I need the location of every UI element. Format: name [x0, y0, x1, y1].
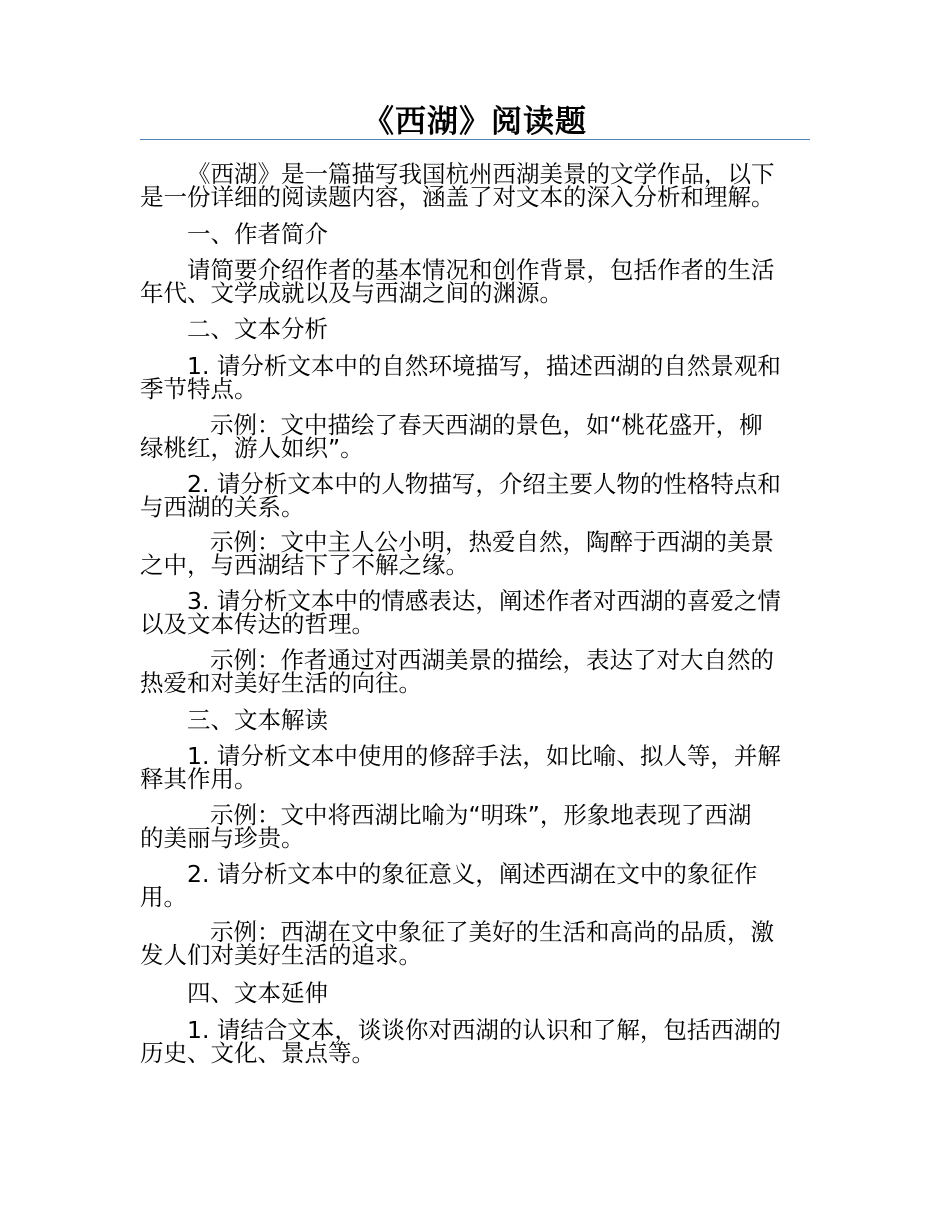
paragraph — [140, 315, 812, 343]
paragraph-line: 绿桃红，游人如织”。 — [140, 434, 364, 462]
paragraph-line: 用。 — [140, 883, 187, 911]
paragraph — [140, 220, 812, 248]
paragraph-line: 热爱和对美好生活的向往。 — [140, 669, 422, 697]
paragraph-line: 示例：西湖在文中象征了美好的生活和高尚的品质，激 — [210, 918, 774, 946]
paragraph — [140, 587, 812, 638]
paragraph — [140, 979, 812, 1007]
paragraph-line: 年代、文学成就以及与西湖之间的渊源。 — [140, 279, 563, 307]
paragraph — [140, 860, 812, 911]
paragraph — [140, 1016, 812, 1067]
paragraph — [140, 706, 812, 734]
paragraph-line: 3. 请分析文本中的情感表达，阐述作者对西湖的喜爱之情 — [187, 587, 781, 615]
paragraph-line: 1. 请结合文本，谈谈你对西湖的认识和了解，包括西湖的 — [187, 1016, 781, 1044]
paragraph-line: 之中，与西湖结下了不解之缘。 — [140, 551, 469, 579]
paragraph-line: 1. 请分析文本中使用的修辞手法，如比喻、拟人等，并解 — [187, 742, 781, 770]
paragraph-line: 《西湖》是一篇描写我国杭州西湖美景的文学作品，以下 — [187, 160, 775, 188]
paragraph-line: 示例：文中将西湖比喻为“明珠”，形象地表现了西湖 — [210, 801, 752, 829]
paragraph — [140, 742, 812, 793]
paragraph-line: 的美丽与珍贵。 — [140, 824, 305, 852]
paragraph-line: 发人们对美好生活的追求。 — [140, 941, 422, 969]
paragraph-line: 季节特点。 — [140, 375, 258, 403]
paragraph-line: 与西湖的关系。 — [140, 493, 305, 521]
paragraph-line: 示例：作者通过对西湖美景的描绘，表达了对大自然的 — [210, 646, 774, 674]
paragraph-line: 示例：文中描绘了春天西湖的景色，如“桃花盛开，柳 — [210, 411, 763, 439]
paragraph-line: 2. 请分析文本中的人物描写，介绍主要人物的性格特点和 — [187, 470, 781, 498]
paragraph-line: 二、文本分析 — [187, 315, 328, 343]
paragraph — [140, 918, 812, 969]
paragraph-line: 一、作者简介 — [187, 220, 328, 248]
paragraph — [140, 646, 812, 697]
paragraph-line: 示例：文中主人公小明，热爱自然，陶醉于西湖的美景 — [210, 528, 774, 556]
paragraph-line: 释其作用。 — [140, 765, 258, 793]
paragraph — [140, 801, 812, 852]
paragraph — [140, 528, 812, 579]
paragraph — [140, 160, 812, 211]
title-underline — [140, 139, 810, 140]
paragraph — [140, 352, 812, 403]
paragraph-line: 1. 请分析文本中的自然环境描写，描述西湖的自然景观和 — [187, 352, 781, 380]
paragraph — [140, 411, 812, 462]
paragraph-line: 请简要介绍作者的基本情况和创作背景，包括作者的生活 — [187, 256, 775, 284]
paragraph-line: 是一份详细的阅读题内容，涵盖了对文本的深入分析和理解。 — [140, 183, 775, 211]
document-title: 《西湖》阅读题 — [363, 104, 587, 140]
paragraph — [140, 256, 812, 307]
paragraph-line: 历史、文化、景点等。 — [140, 1039, 375, 1067]
paragraph — [140, 470, 812, 521]
paragraph-line: 以及文本传达的哲理。 — [140, 610, 375, 638]
paragraph-line: 2. 请分析文本中的象征意义，阐述西湖在文中的象征作 — [187, 860, 758, 888]
paragraph-line: 四、文本延伸 — [187, 979, 328, 1007]
paragraph-line: 三、文本解读 — [187, 706, 328, 734]
